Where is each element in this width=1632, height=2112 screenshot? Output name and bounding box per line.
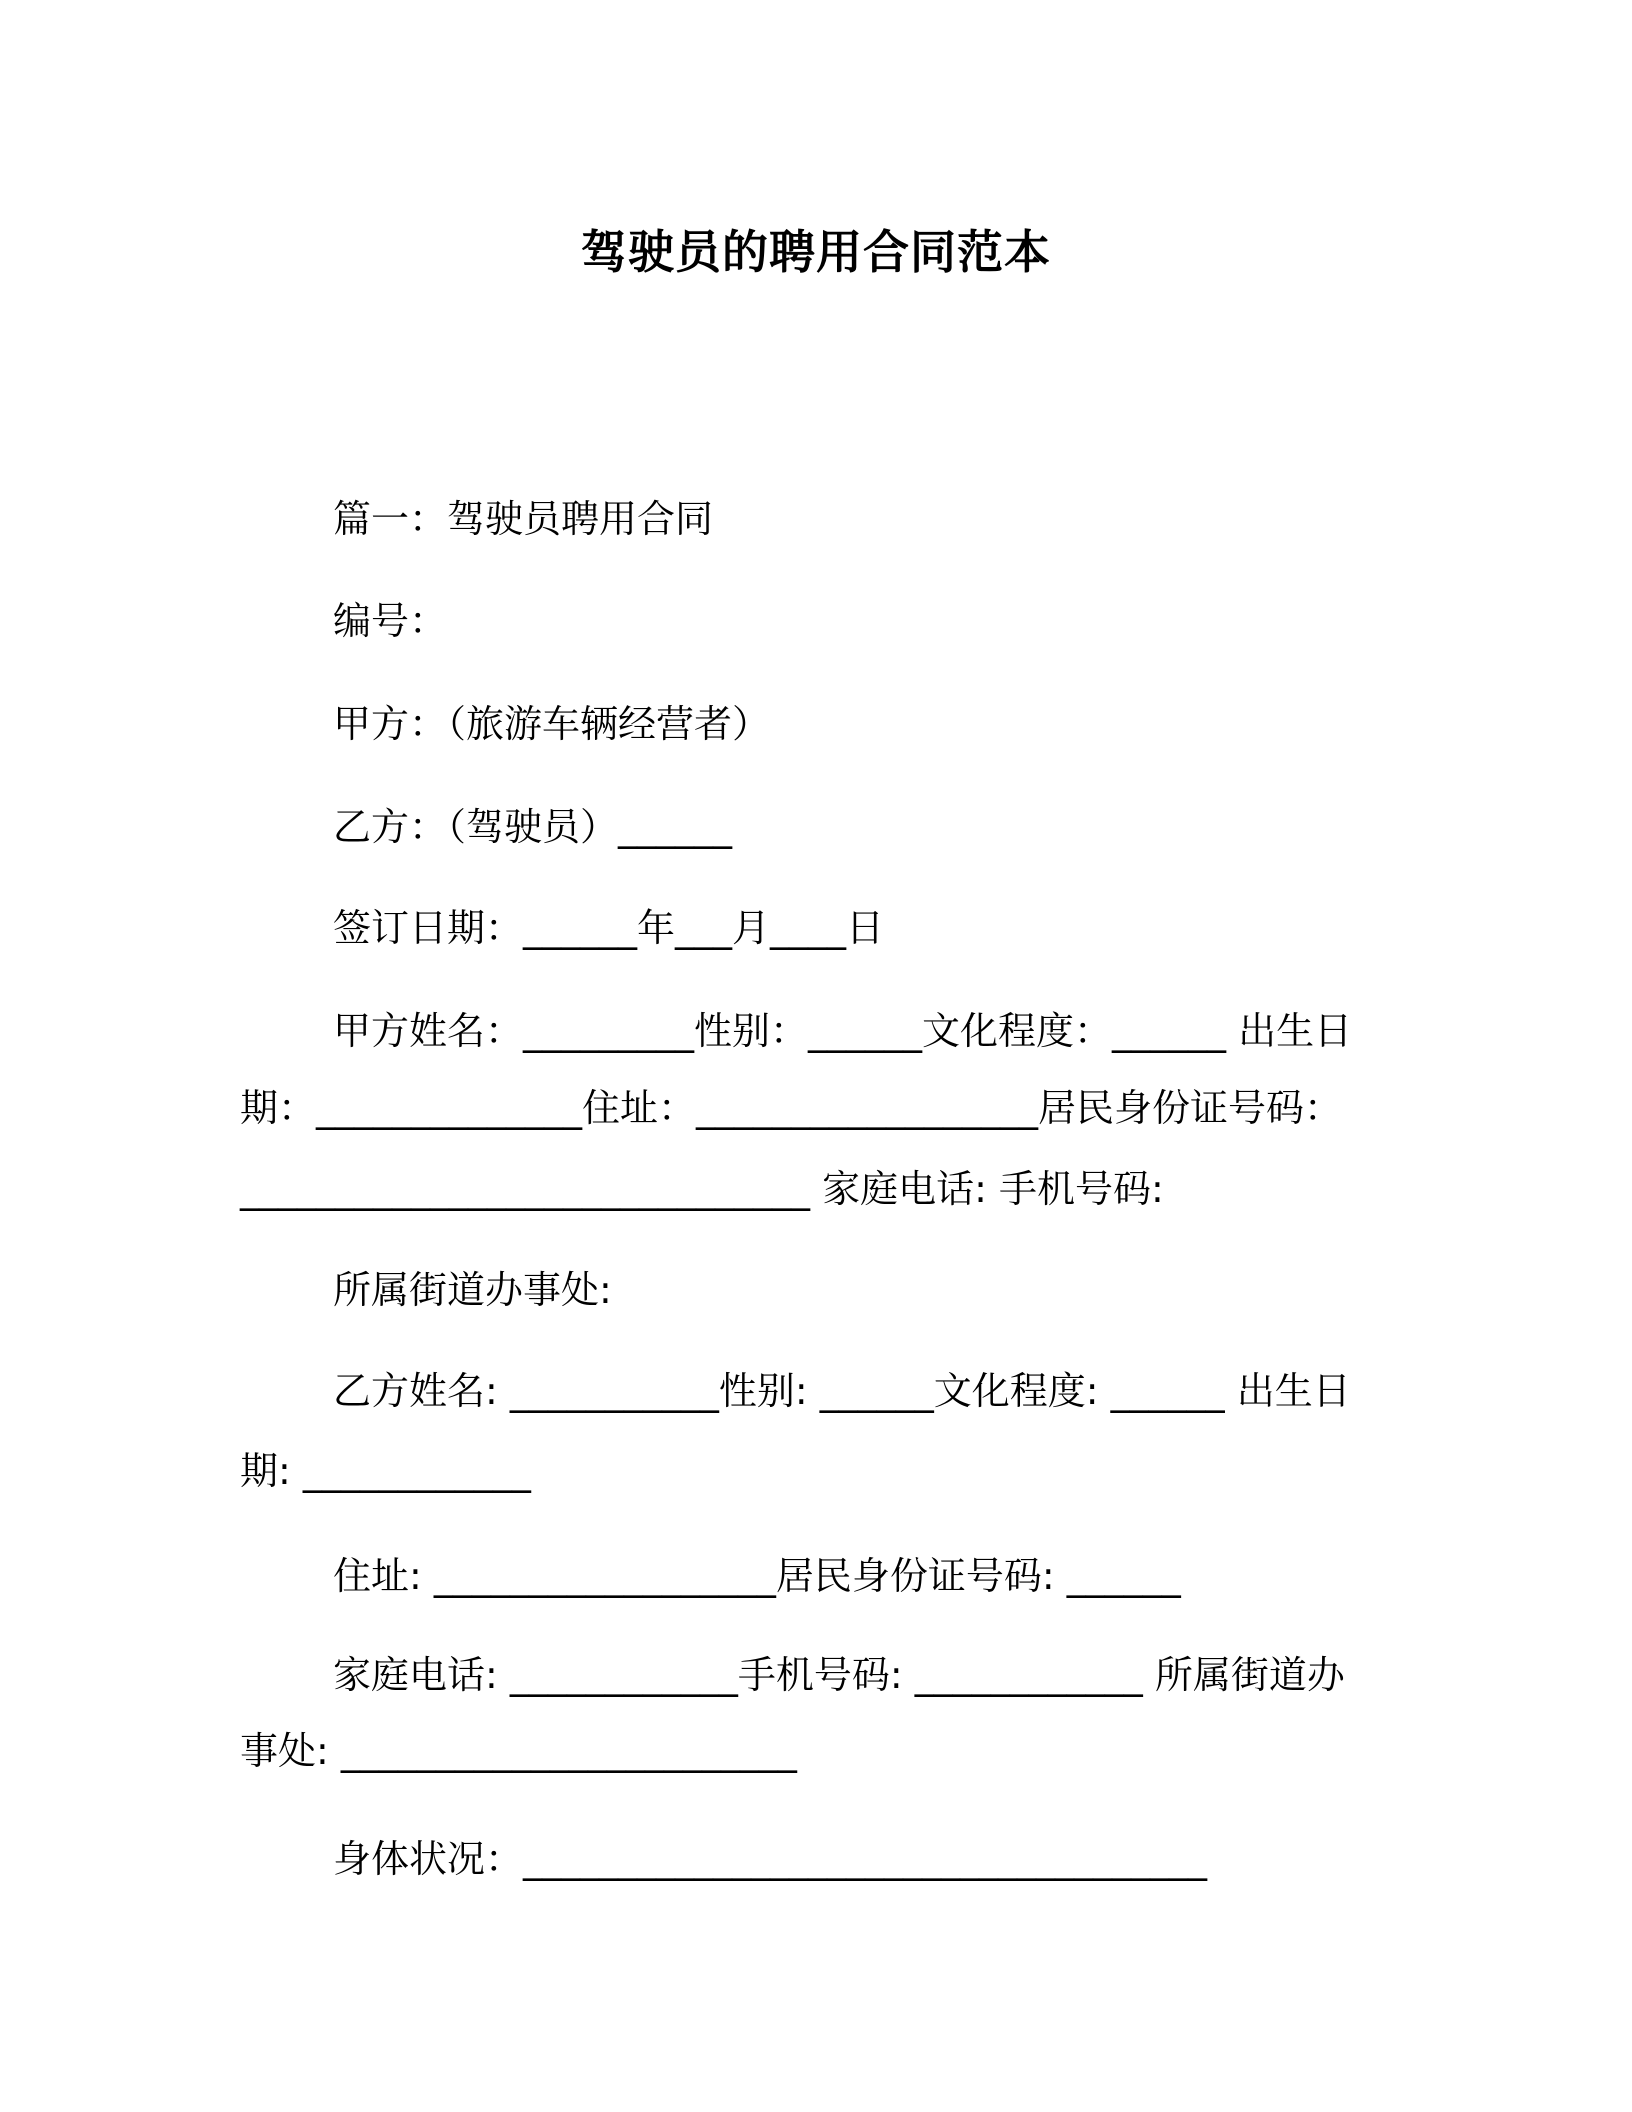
- party-a-line: 甲方：（旅游车辆经营者）: [333, 702, 771, 746]
- party-a-info-line-2: 期：______________住址：__________________居民身份证号码：: [240, 1086, 1343, 1130]
- party-b-info-line-1: 乙方姓名: ___________性别: ______文化程度: ______ 出生日: [333, 1369, 1351, 1413]
- party-a-info-line-3: ______________________________ 家庭电话: 手机号码:: [240, 1167, 1164, 1211]
- party-b-address-line: 住址: __________________居民身份证号码: ______: [333, 1554, 1181, 1598]
- party-b-line: 乙方：（驾驶员）______: [333, 805, 733, 849]
- section-heading: 篇一：驾驶员聘用合同: [333, 497, 714, 541]
- party-b-phone-line-1: 家庭电话: ____________手机号码: ____________ 所属街道办: [333, 1653, 1345, 1697]
- party-b-info-line-2: 期: ____________: [240, 1449, 531, 1493]
- party-a-info-line-1: 甲方姓名：_________性别：______文化程度：______ 出生日: [333, 1009, 1353, 1053]
- signing-date-line: 签订日期：______年___月____日: [333, 906, 885, 950]
- party-b-phone-line-2: 事处: ________________________: [240, 1729, 797, 1773]
- document-title: 驾驶员的聘用合同范本: [581, 225, 1051, 279]
- health-status-line: 身体状况：____________________________________: [333, 1837, 1208, 1881]
- party-a-street-office-line: 所属街道办事处:: [333, 1268, 612, 1312]
- contract-number-line: 编号：: [333, 599, 448, 643]
